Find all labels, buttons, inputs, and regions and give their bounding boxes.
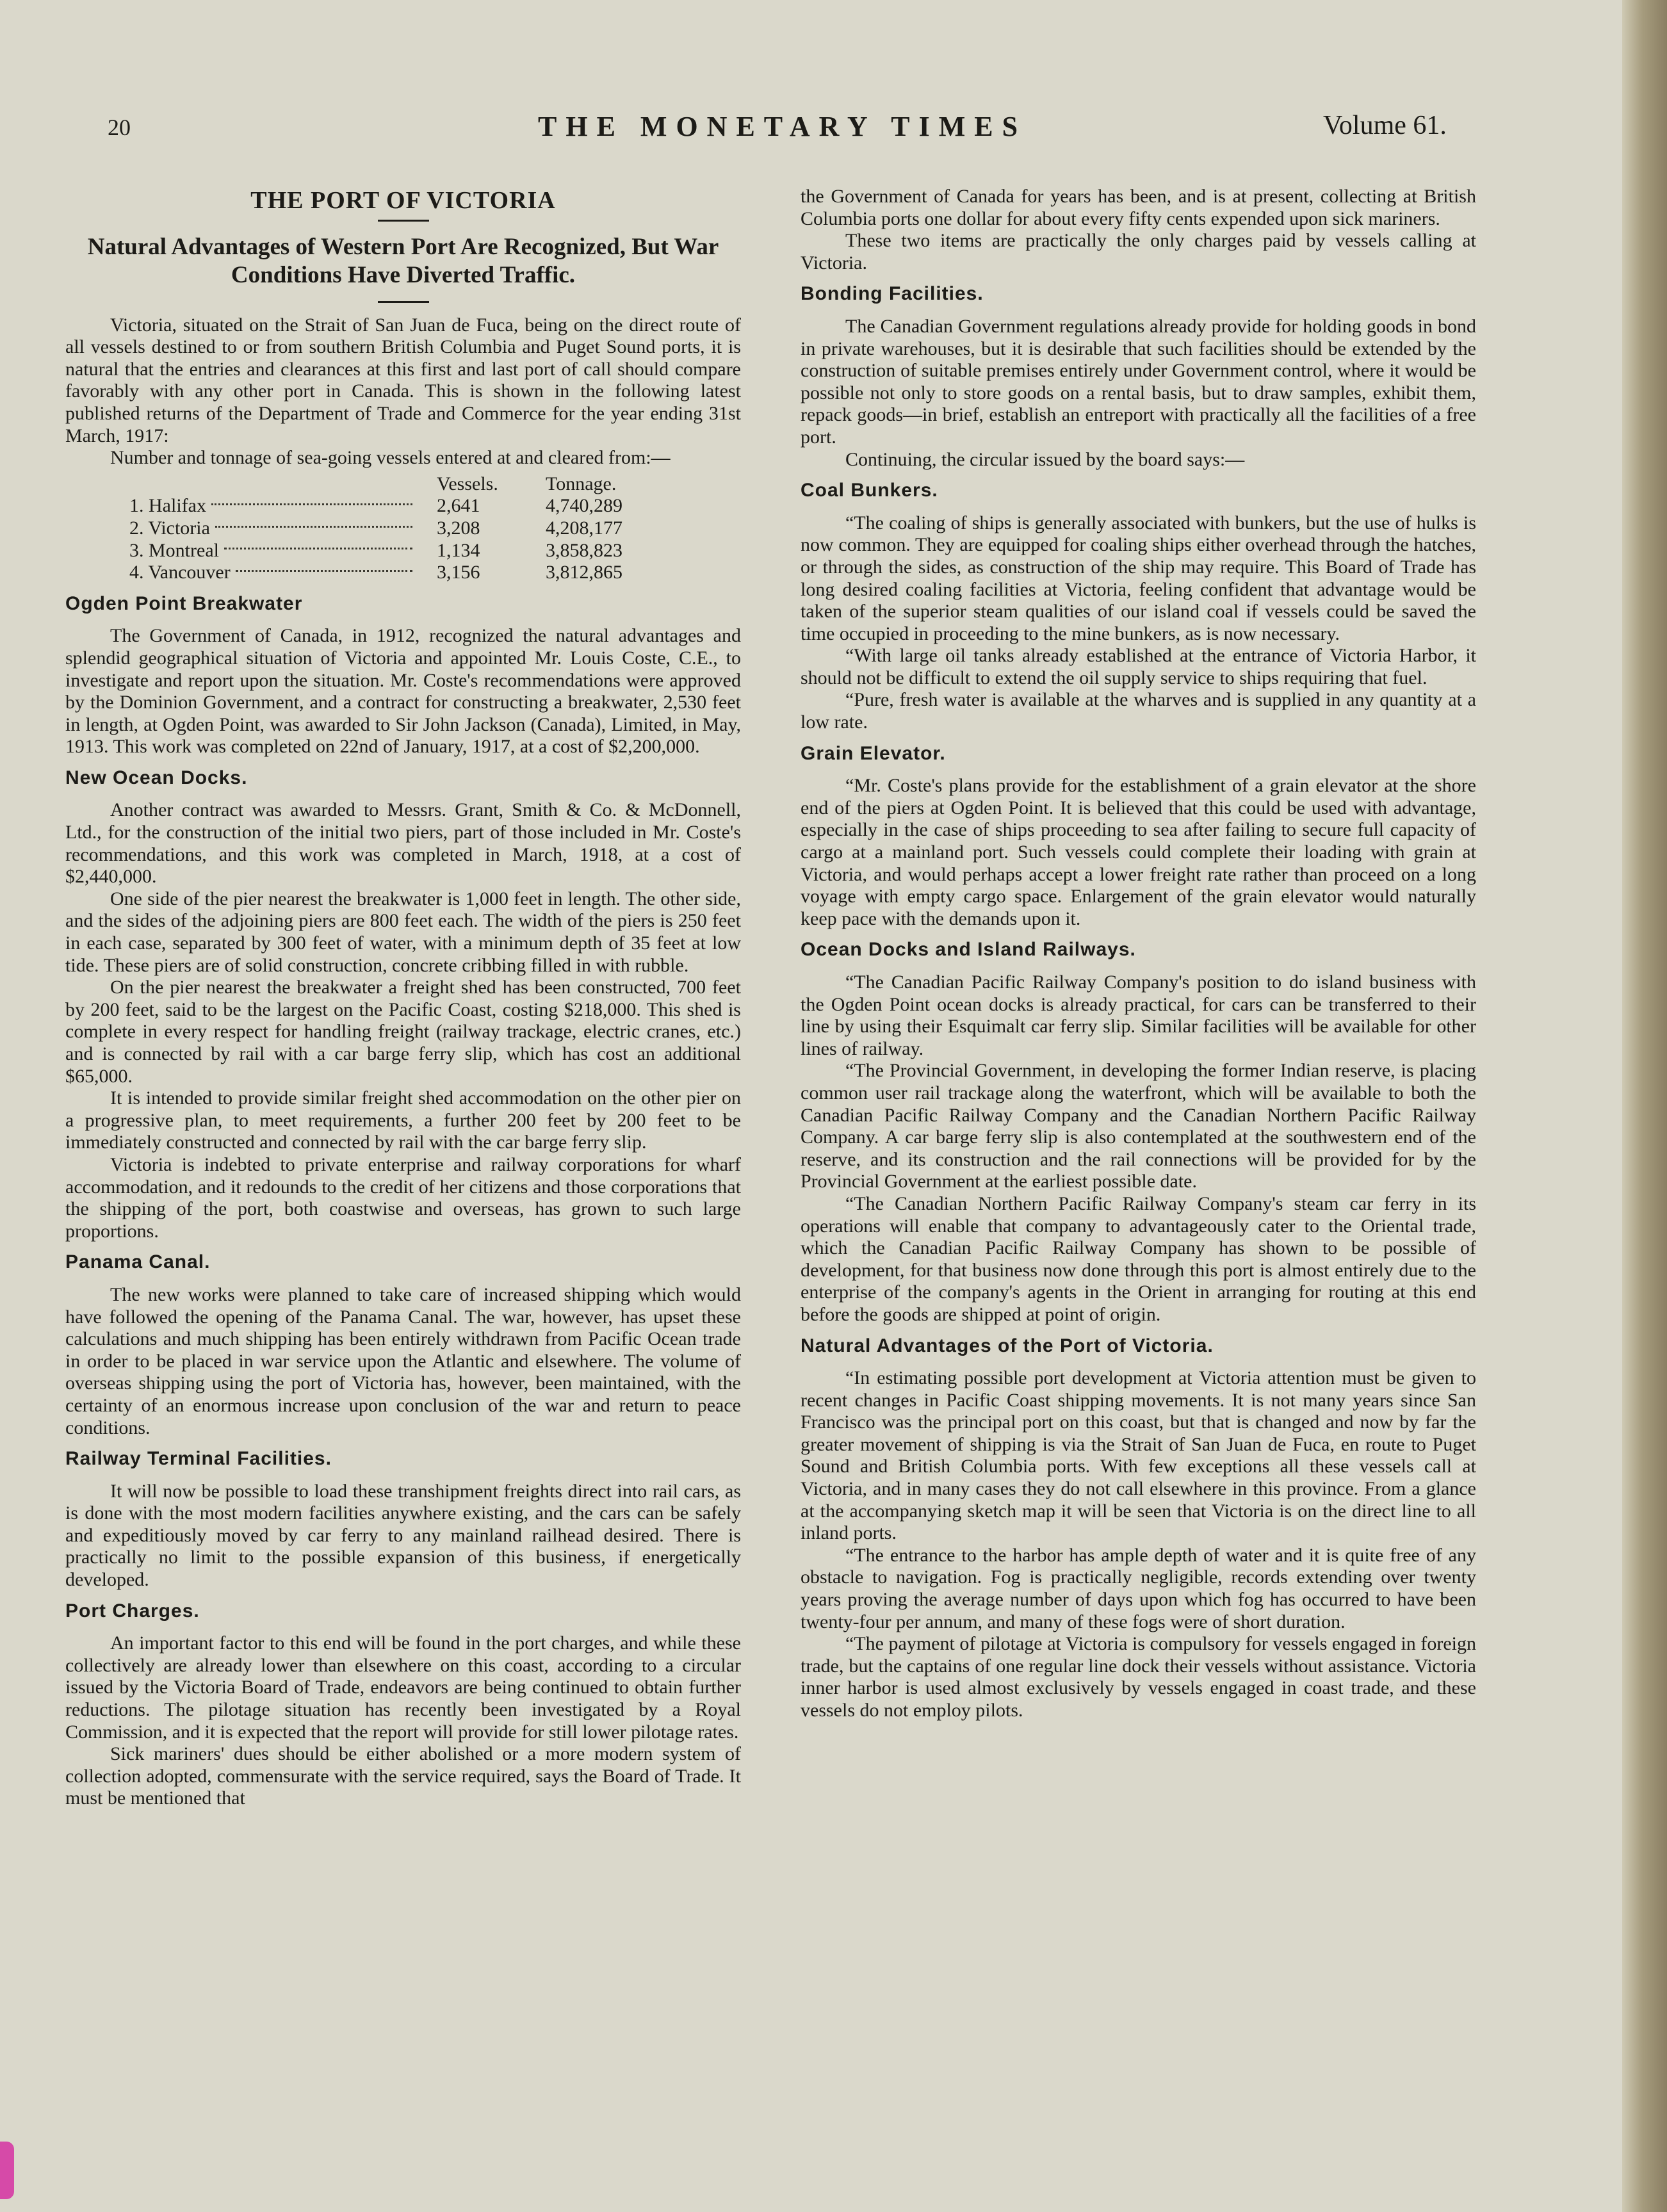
paragraph: the Government of Canada for years has been, and is at present, collecting at British Columbia ports one dollar for about every fifty cents expended upon sick mariners. (801, 186, 1476, 229)
tonnage-value: 3,812,865 (546, 562, 622, 583)
subtitle-rule (378, 301, 429, 303)
tonnage-value: 3,858,823 (546, 539, 622, 561)
vessels-value: 3,156 (437, 562, 480, 583)
paragraph: An important factor to this end will be found in the port charges, and while these collectively are already lower than elsewhere on this coast, according to a circular issued by the Victoria Board of Trade, endeavors are being continued to obtain further reductions. The pilotage situation has recently been investigated by a Royal Commission, and it is expected that the report will provide for still lower pilotage rates. (65, 1632, 741, 1743)
vessels-value: 1,134 (437, 539, 480, 561)
paragraph: “Pure, fresh water is available at the wharves and is supplied in any quantity at a low rate. (801, 689, 1476, 733)
paragraph: “The Canadian Pacific Railway Company's position to do island business with the Ogden Point ocean docks is already practical, for cars can be transferred to their line by using their Esquimalt car ferry slip. Similar facilities will be available for other lines of railway. (801, 972, 1476, 1059)
section-heading: New Ocean Docks. (65, 767, 248, 788)
port-name: 2. Victoria (129, 517, 210, 539)
section-heading: Coal Bunkers. (801, 480, 938, 501)
table-intro: Number and tonnage of sea-going vessels entered at and cleared from:— (110, 447, 671, 469)
section-heading: Railway Terminal Facilities. (65, 1448, 332, 1470)
paragraph: “The entrance to the harbor has ample depth of water and it is quite free of any obstacle to navigation. Fog is practically negligible, records extending over twenty years proving the average number of days upon which fog has occurred to have been twenty-four per annum, and many of these fogs were of short duration. (801, 1544, 1476, 1632)
paragraph: “The Provincial Government, in developing the former Indian reserve, is placing common user rail trackage along the waterfront, which will be available to both the Canadian Pacific Railway Company and the Canadian Northern Pacific Railway Company. A car barge ferry slip is also contemplated at the southwestern end of the reserve, and its construction and the rail connections will be provided for by the Provincial Government at the earliest possible date. (801, 1060, 1476, 1192)
article-title: THE PORT OF VICTORIA (250, 187, 556, 214)
vessels-value: 2,641 (437, 495, 480, 517)
publication-title: THE MONETARY TIMES (538, 111, 1027, 142)
paragraph: Continuing, the circular issued by the board says:— (845, 448, 1245, 470)
right-column (801, 186, 1476, 1722)
article-subtitle: Natural Advantages of Western Port Are Recognized, But War Conditions Have Diverted Traffic. (87, 233, 719, 288)
volume-label: Volume 61. (1323, 111, 1447, 140)
paragraph: “The coaling of ships is generally associated with bunkers, but the use of hulks is now common. They are equipped for coaling ships either overhead through the hatches, or through the sides, as construction of the ship may require. This Board of Trade has long desired coaling facilities at Victoria, feeling confident that advantage would be taken of the superior steam qualities of our island coal if vessels could be saved the time occupied in proceeding to the mine bunkers, as is now necessary. (801, 512, 1476, 644)
paragraph: Another contract was awarded to Messrs. Grant, Smith & Co. & McDonnell, Ltd., for the construction of the initial two piers, part of those included in Mr. Coste's recommendations, and this work was completed in March, 1918, at a cost of $2,440,000. (65, 799, 741, 888)
paragraph: On the pier nearest the breakwater a freight shed has been constructed, 700 feet by 200 feet, said to be the largest on the Pacific Coast, costing $218,000. This shed is complete in every respect for handling freight (railway trackage, electric cranes, etc.) and is connected by rail with a car barge ferry slip, which has cost an additional $65,000. (65, 977, 741, 1087)
paragraph: “The Canadian Northern Pacific Railway Company's steam car ferry in its operations will enable that company to advantageously cater to the Oriental trade, which the Canadian Pacific Railway Company has shown to be possible of development, for that business now done through this port is almost entirely due to the enterprise of the company's agents in the Orient in arranging for routing at this end before the goods are shipped at point of origin. (801, 1192, 1476, 1325)
paragraph: “Mr. Coste's plans provide for the establishment of a grain elevator at the shore end of the piers at Ogden Point. It is believed that this could be used with advantage, especially in the case of ships proceeding to sea after failing to secure full capacity of cargo at a mainland port. Such vessels could complete their loading with grain at Victoria, and would perhaps accept a lower freight rate rather than proceed on a long voyage with empty cargo space. Enlargement of the grain elevator would naturally keep pace with the demands upon it. (801, 775, 1476, 929)
section-heading: Ogden Point Breakwater (65, 592, 303, 614)
port-name: 4. Vancouver (129, 562, 231, 583)
paragraph: Victoria is indebted to private enterprise and railway corporations for wharf accommodation, and it redounds to the credit of her citizens and those corporations that the shipping of the port, both coastwise and overseas, has grown to such large proportions. (65, 1153, 741, 1242)
paragraph: The Government of Canada, in 1912, recognized the natural advantages and splendid geographical situation of Victoria and appointed Mr. Louis Coste, C.E., to investigate and report upon the situation. Mr. Coste's recommendations were approved by the Dominion Government, and a contract for constructing a breakwater, 2,530 feet in length, at Ogden Point, was awarded to Sir John Jackson (Canada), Limited, in May, 1913. This work was completed on 22nd of January, 1917, at a cost of $2,200,000. (65, 625, 741, 758)
tonnage-value: 4,208,177 (546, 517, 622, 539)
paragraph: It will now be possible to load these transhipment freights direct into rail cars, as is done with the most modern facilities anywhere existing, and the cars can be safely and expeditiously moved by car ferry to any mainland railhead desired. There is practically no limit to the possible expansion of this business, if energetically developed. (65, 1480, 741, 1591)
page-tab-marker (0, 2142, 14, 2199)
section-heading: Ocean Docks and Island Railways. (801, 939, 1136, 961)
title-rule (378, 220, 429, 222)
table-row (65, 540, 741, 562)
table-row (65, 495, 741, 517)
vessels-header: Vessels. (437, 473, 498, 494)
paragraph: The Canadian Government regulations already provide for holding goods in bond in private warehouses, but it is desirable that such facilities should be extended by the construction of suitable premises entirely under Government control, where it would be possible not only to store goods on a rental basis, but to draw samples, exhibit them, repack goods—in brief, establish an entreport with practically all the facilities of a free port. (801, 315, 1476, 448)
page-binding-edge (1622, 0, 1667, 2212)
paragraph: “With large oil tanks already established at the entrance of Victoria Harbor, it should not be difficult to extend the oil supply service to ships requiring that fuel. (801, 645, 1476, 688)
table-row (65, 517, 741, 540)
paragraph: “The payment of pilotage at Victoria is compulsory for vessels engaged in foreign trade, but the captains of one regular line dock their vessels without assistance. Victoria inner harbor is used almost exclusively by vessels engaged in coast trade, and these vessels do not employ pilots. (801, 1633, 1476, 1721)
tonnage-value: 4,740,289 (546, 495, 622, 517)
vessels-value: 3,208 (437, 517, 480, 539)
section-heading: Port Charges. (65, 1600, 200, 1622)
tonnage-header: Tonnage. (546, 473, 617, 494)
port-name: 3. Montreal (129, 539, 219, 561)
paragraph: It is intended to provide similar freight shed accommodation on the other pier on a progressive plan, to meet requirements, a further 200 feet by 200 feet to be immediately constructed and connected by rail with the car barge ferry slip. (65, 1087, 741, 1153)
intro-paragraph: Victoria, situated on the Strait of San Juan de Fuca, being on the direct route of all vessels destined to or from southern British Columbia and Puget Sound ports, it is natural that the entries and clearances at this first and last port of call should compare favorably with any other port in Canada. This is shown in the following latest published returns of the Department of Trade and Commerce for the year ending 31st March, 1917: (65, 314, 741, 446)
table-header (65, 473, 741, 496)
paragraph: The new works were planned to take care of increased shipping which would have followed the opening of the Panama Canal. The war, however, has upset these calculations and much shipping has been entirely withdrawn from Pacific Ocean trade in order to be placed in war service upon the Atlantic and elsewhere. The volume of overseas shipping using the port of Victoria has, however, been maintained, with the certainty of an enormous increase upon conclusion of the war and return to peace conditions. (65, 1283, 741, 1438)
page-number: 20 (108, 115, 131, 140)
port-statistics-table (65, 473, 741, 584)
section-heading: Grain Elevator. (801, 742, 946, 764)
paragraph: “In estimating possible port development at Victoria attention must be given to recent changes in Pacific Coast shipping movements. It is not many years since San Francisco was the principal port on this coast, but that is changed and now by far the greater movement of shipping is via the Strait of San Juan de Fuca, en route to Puget Sound and British Columbia ports. With few exceptions all these vessels call at Victoria, and in many cases they do not call elsewhere in this province. From a glance at the accompanying sketch map it will be seen that Victoria is on the direct line to all inland ports. (801, 1367, 1476, 1544)
table-row (65, 562, 741, 584)
left-column (65, 186, 741, 1810)
paragraph: Sick mariners' dues should be either abolished or a more modern system of collection adopted, commensurate with the service required, says the Board of Trade. It must be mentioned that (65, 1743, 741, 1809)
section-heading: Panama Canal. (65, 1251, 211, 1273)
paragraph: One side of the pier nearest the breakwater is 1,000 feet in length. The other side, and the sides of the adjoining piers are 800 feet each. The width of the piers is 250 feet in each case, separated by 300 feet of water, with a minimum depth of 35 feet at low tide. These piers are of solid construction, concrete cribbing filled in with rubble. (65, 888, 741, 976)
port-name: 1. Halifax (129, 495, 206, 517)
paragraph: These two items are practically the only charges paid by vessels calling at Victoria. (801, 230, 1476, 273)
section-heading: Bonding Facilities. (801, 283, 984, 305)
section-heading: Natural Advantages of the Port of Victoria. (801, 1335, 1214, 1356)
